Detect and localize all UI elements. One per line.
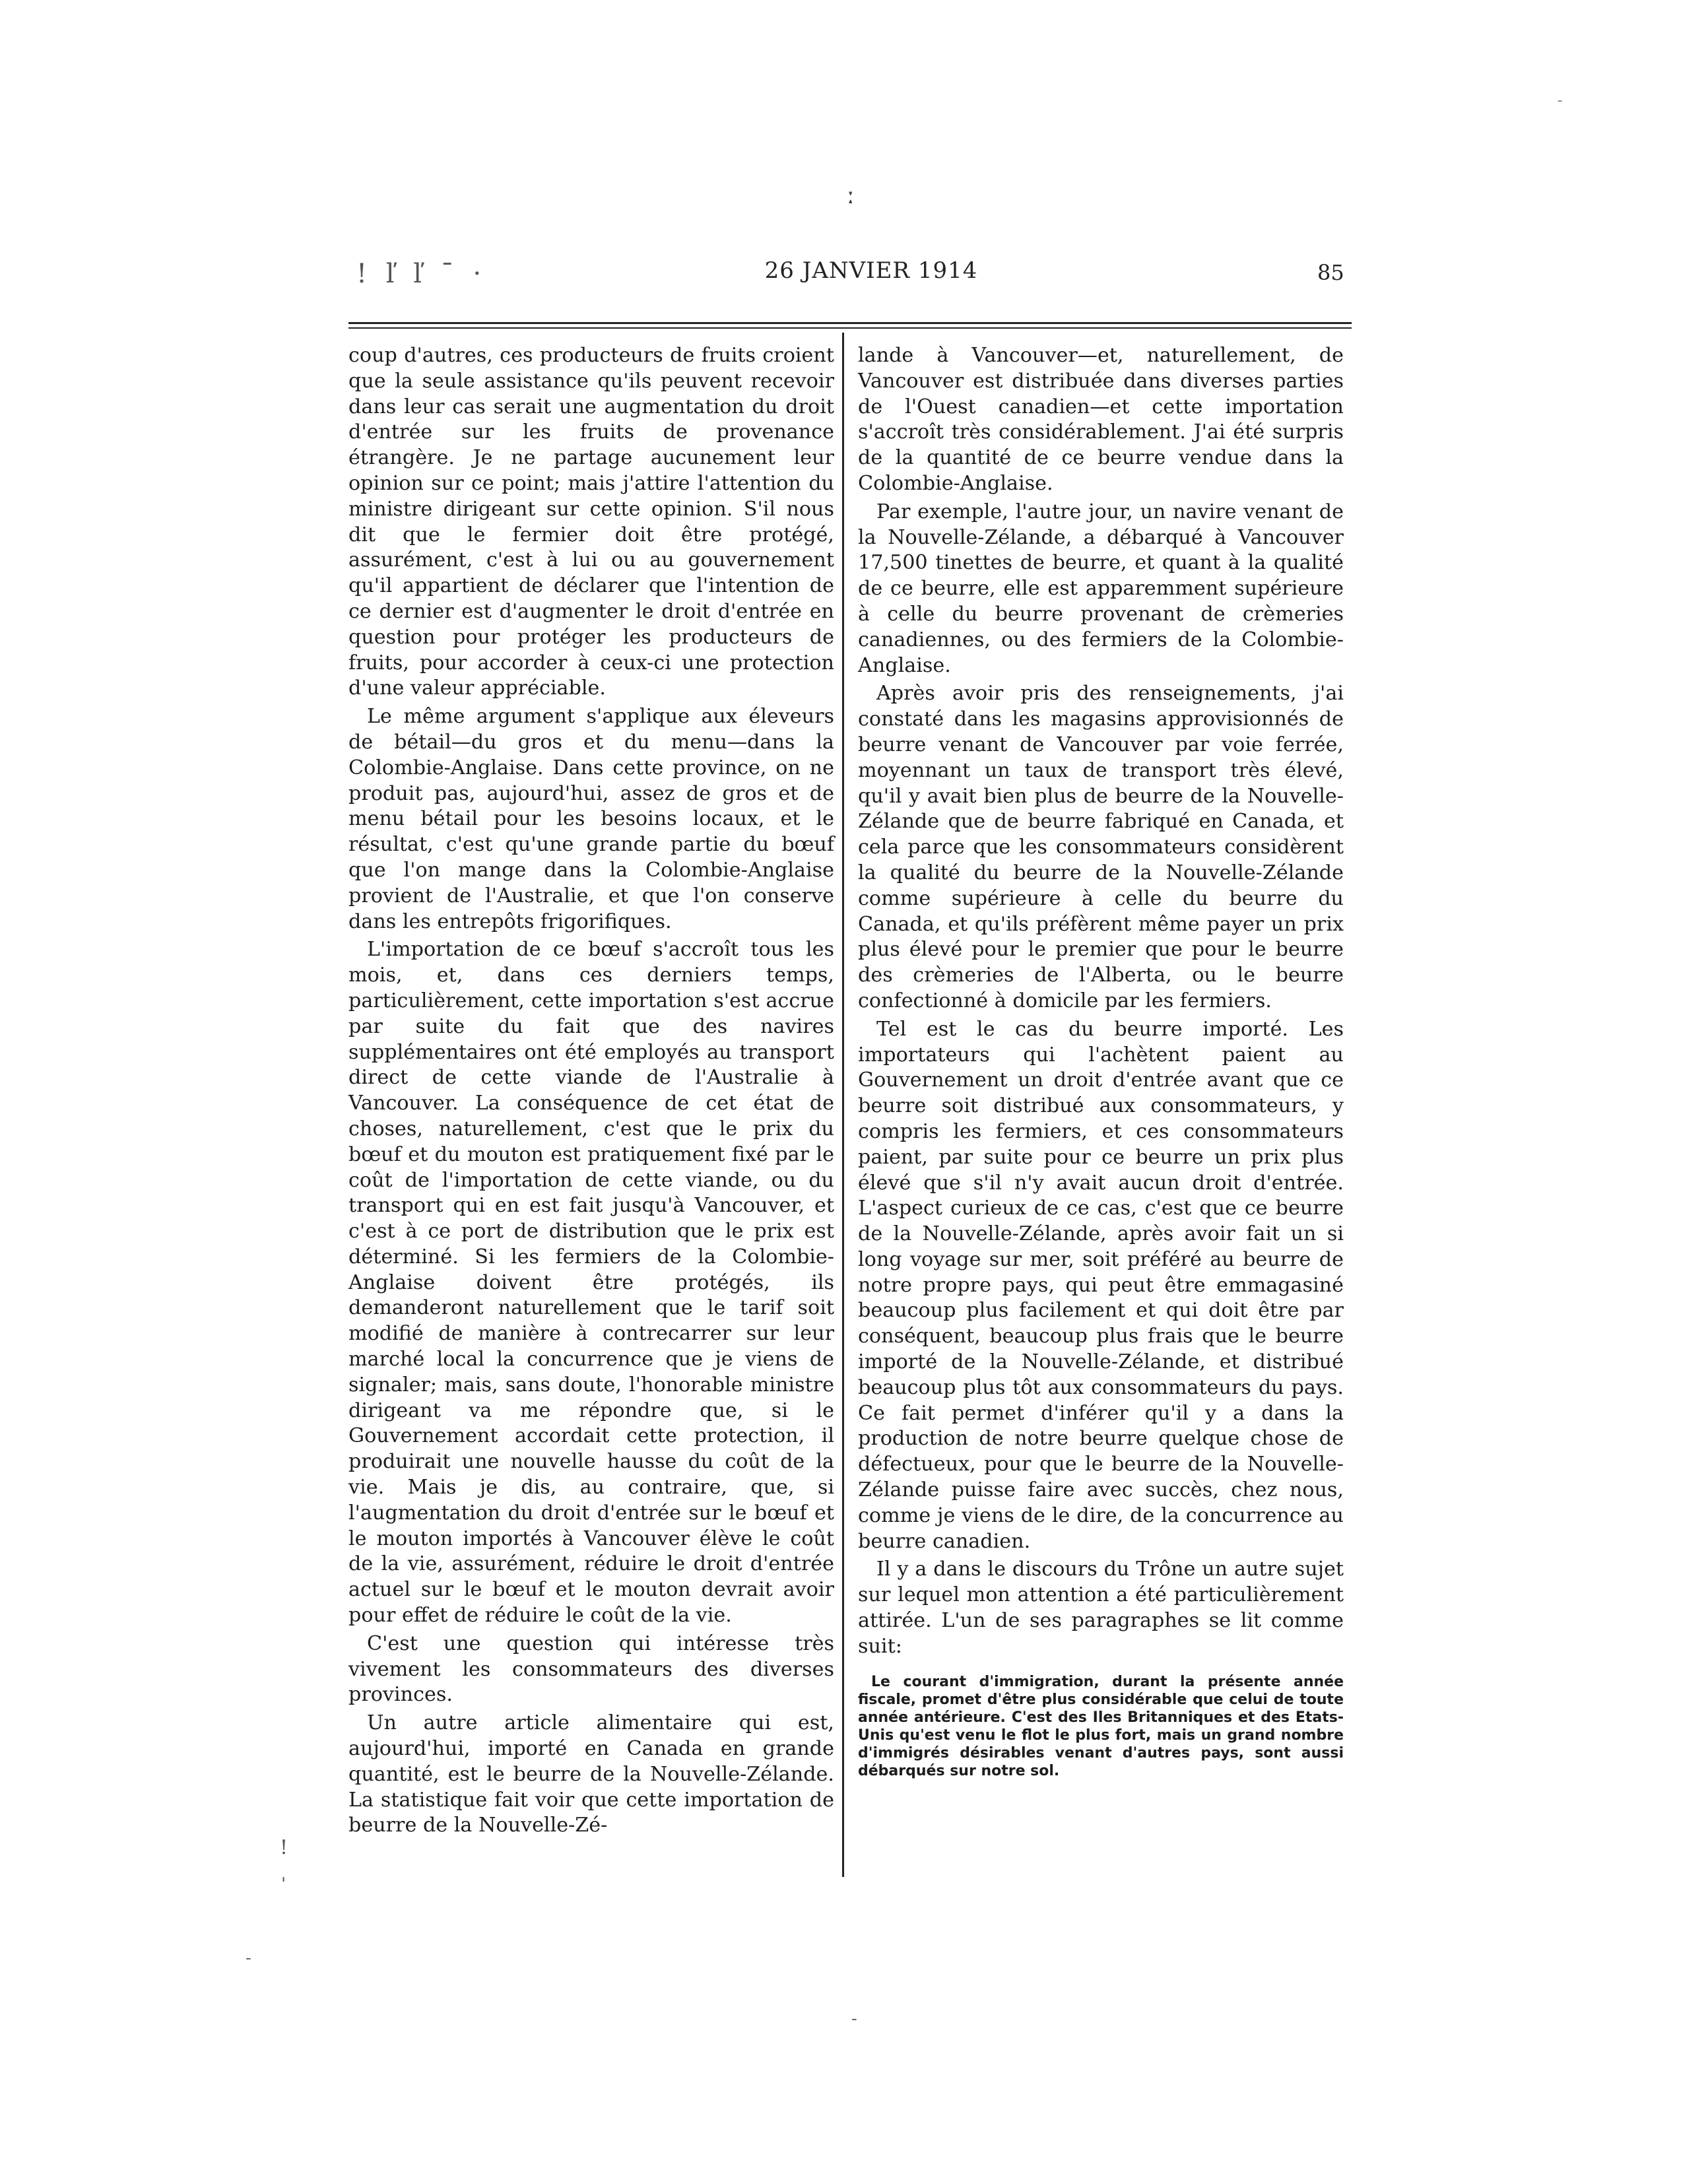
- paragraph: Par exemple, l'autre jour, un navire venant de la Nouvelle-Zélande, a débarqué à Vancouver 17,500 tinettes de beurre, et quant à la qualité de ce beurre, elle est apparemment supérieure à celle du beurre provenant de crèmeries canadiennes, ou des fermiers de la Colombie-Anglaise.: [858, 500, 1344, 677]
- column-divider: [842, 333, 844, 1877]
- margin-mark: ': [281, 1874, 286, 1894]
- header-rule: [348, 322, 1352, 324]
- paragraph: Il y a dans le discours du Trône un autre sujet sur lequel mon attention a été particulièrement attirée. L'un de ses paragraphes se lit comme suit:: [858, 1558, 1344, 1658]
- paragraph: Tel est le cas du beurre importé. Les importateurs qui l'achètent paient au Gouvernement un droit d'entrée avant que ce beurre soit distribué aux consommateurs, y compris les fermiers, et ces consommateurs paient, par suite pour ce beurre un prix plus élevé que s'il n'y avait aucun droit d'entrée. L'aspect curieux de ce cas, c'est que ce beurre de la Nouvelle-Zélande, après avoir fait un si long voyage sur mer, soit préféré au beurre de notre propre pays, qui peut être emmagasiné beaucoup plus facilement et qui doit être par conséquent, beaucoup plus frais que le beurre importé de la Nouvelle-Zélande, et distribué beaucoup plus tôt aux consommateurs du pays. Ce fait permet d'inférer qu'il y a dans la production de notre beurre quelque chose de défectueux, pour que le beurre de la Nouvelle-Zélande puisse faire avec succès, chez nous, comme je viens de le dire, de la concurrence au beurre canadien.: [858, 1017, 1344, 1553]
- margin-mark: -: [246, 1948, 251, 1968]
- paragraph: Un autre article alimentaire qui est, aujourd'hui, importé en Canada en grande quantité, est le beurre de la Nouvelle-Zélande. La statistique fait voir que cette importation de beurre de la Nouvelle-Zé-: [348, 1711, 834, 1837]
- margin-mark: -: [1558, 92, 1563, 109]
- left-column: [348, 343, 834, 1839]
- header-rule: [348, 327, 1352, 329]
- margin-mark: !: [280, 1836, 288, 1859]
- paragraph: Après avoir pris des renseignements, j'ai constaté dans les magasins approvisionnés de beurre venant de Vancouver par voie ferrée, moyennant un taux de transport très élevé, qu'il y avait bien plus de beurre de la Nouvelle-Zélande que de beurre fabriqué en Canada, et cela parce que les consommateurs considèrent la qualité du beurre de la Nouvelle-Zélande comme supérieure à celle du beurre du Canada, et qu'ils préfèrent même payer un prix plus élevé pour le premier que pour le beurre des crèmeries de l'Alberta, ou le beurre confectionné à domicile par les fermiers.: [858, 682, 1344, 1012]
- right-column: [858, 343, 1344, 1780]
- paragraph: C'est une question qui intéresse très vivement les consommateurs des diverses provinces.: [348, 1631, 834, 1707]
- paragraph: Le même argument s'applique aux éleveurs de bétail—du gros et du menu—dans la Colombie-Anglaise. Dans cette province, on ne produit pas, aujourd'hui, assez de gros et de menu bétail pour les besoins locaux, et le résultat, c'est qu'une grande partie du bœuf que l'on mange dans la Colombie-Anglaise provient de l'Australie, et que l'on conserve dans les entrepôts frigorifiques.: [348, 705, 834, 933]
- top-margin-mark: ː: [846, 180, 855, 210]
- page-number: 85: [1317, 260, 1344, 285]
- header-left-mark: ! ľ ľ ˉ ·: [356, 259, 487, 289]
- paragraph: coup d'autres, ces producteurs de fruits croient que la seule assistance qu'ils peuvent recevoir dans leur cas serait une augmentation du droit d'entrée sur les fruits de provenance étrangère. Je ne partage aucunement leur opinion sur ce point; mais j'attire l'attention du ministre dirigeant sur cette opinion. S'il nous dit que le fermier doit être protégé, assurément, c'est à lui ou au gouvernement qu'il appartient de déclarer que l'intention de ce dernier est d'augmenter le droit d'entrée en question pour protéger les producteurs de fruits, pour accorder à ceux-ci une protection d'une valeur appréciable.: [348, 344, 834, 700]
- speech-from-throne-quote: Le courant d'immigration, durant la présente année fiscale, promet d'être plus considérable que celui de toute année antérieure. C'est des Iles Britanniques et des Etats-Unis qu'est venu le flot le plus fort, mais un grand nombre d'immigrés désirables venant d'autres pays, sont aussi débarqués sur notre sol.: [858, 1673, 1344, 1779]
- paragraph: L'importation de ce bœuf s'accroît tous les mois, et, dans ces derniers temps, particulièrement, cette importation s'est accrue par suite du fait que des navires supplémentaires ont été employés au transport direct de cette viande de l'Australie à Vancouver. La conséquence de cet état de choses, naturellement, c'est que le prix du bœuf et du mouton est pratiquement fixé par le coût de l'importation de cette viande, ou du transport qui en est fait jusqu'à Vancouver, et c'est à ce port de distribution que le prix est déterminé. Si les fermiers de la Colombie-Anglaise doivent être protégés, ils demanderont naturellement que le tarif soit modifié de manière à contrecarrer sur leur marché local la concurrence que je viens de signaler; mais, sans doute, l'honorable ministre dirigeant va me répondre que, si le Gouvernement accordait cette protection, il produirait une nouvelle hausse du coût de la vie. Mais je dis, au contraire, que, si l'augmentation du droit d'entrée sur le bœuf et le mouton importés à Vancouver élève le coût de la vie, assurément, réduire le droit d'entrée actuel sur le bœuf et le mouton devrait avoir pour effet de réduire le coût de la vie.: [348, 938, 834, 1628]
- paragraph: lande à Vancouver—et, naturellement, de Vancouver est distribuée dans diverses parties de l'Ouest canadien—et cette importation s'accroît très considérablement. J'ai été surpris de la quantité de ce beurre vendue dans la Colombie-Anglaise.: [858, 344, 1344, 495]
- running-head-date: 26 JANVIER 1914: [764, 257, 978, 284]
- margin-mark: -: [851, 2009, 857, 2029]
